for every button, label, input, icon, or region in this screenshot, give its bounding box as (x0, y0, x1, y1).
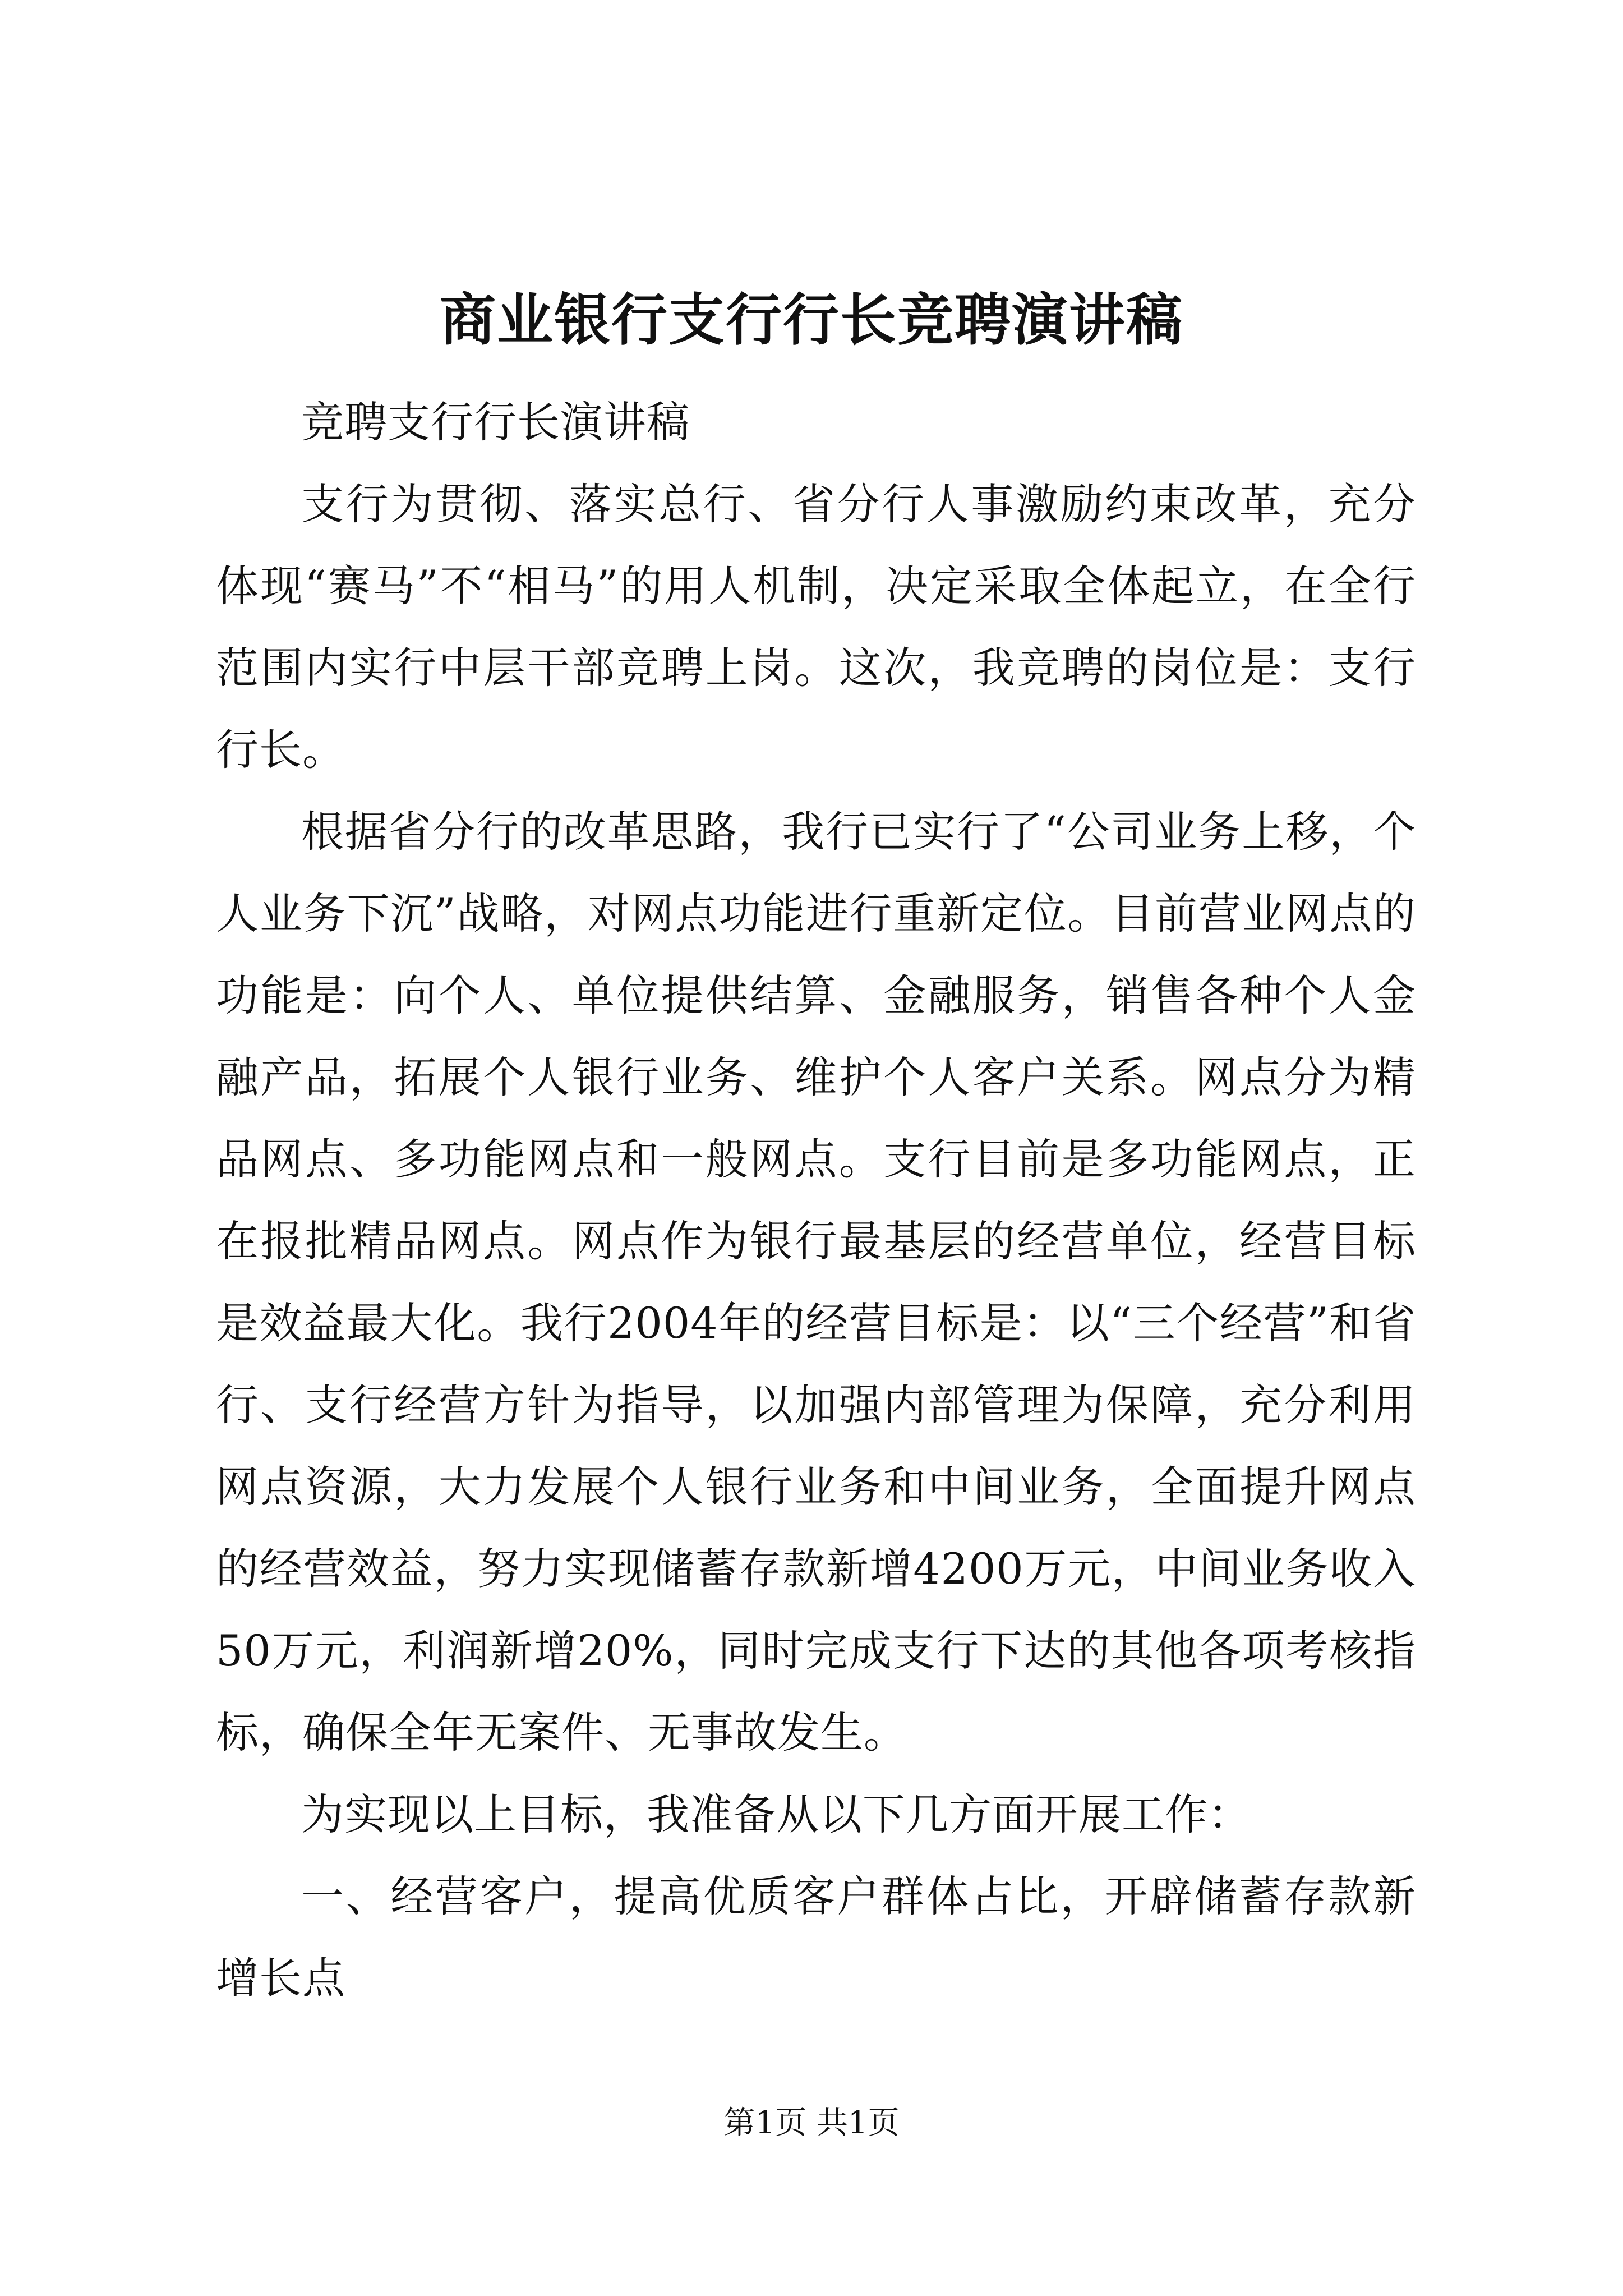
intro-paragraph: 支行为贯彻、落实总行、省分行人事激励约束改革，充分体现“赛马”不“相马”的用人机制，决定采取全体起立，在全行范围内实行中层干部竞聘上岗。这次，我竞聘的岗位是：支行行长。 (216, 479, 1416, 775)
document-title: 商业银行支行行长竞聘演讲稿 (440, 287, 1183, 353)
document-body (216, 381, 1416, 2019)
section-heading-paragraph: 一、经营客户，提高优质客户群体占比，开辟储蓄存款新增长点 (216, 1871, 1416, 2003)
strategy-paragraph: 根据省分行的改革思路，我行已实行了“公司业务上移，个人业务下沉”战略，对网点功能进行重新定位。目前营业网点的功能是：向个人、单位提供结算、金融服务，销售各种个人金融产品，拓展个人银行业务、维护个人客户关系。网点分为精品网点、多功能网点和一般网点。支行目前是多功能网点，正在报批精品网点。网点作为银行最基层的经营单位，经营目标是效益最大化。我行2004年的经营目标是：以“三个经营”和省行、支行经营方针为指导，以加强内部管理为保障，充分利用网点资源，大力发展个人银行业务和中间业务，全面提升网点的经营效益，努力实现储蓄存款新增4200万元，中间业务收入50万元，利润新增20%，同时完成支行下达的其他各项考核指标，确保全年无案件、无事故发生。 (216, 807, 1416, 1757)
page-number-footer: 第1页 共1页 (723, 2105, 900, 2141)
plan-intro-paragraph: 为实现以上目标，我准备从以下几方面开展工作： (301, 1789, 1251, 1839)
subtitle-paragraph: 竞聘支行行长演讲稿 (301, 397, 690, 447)
